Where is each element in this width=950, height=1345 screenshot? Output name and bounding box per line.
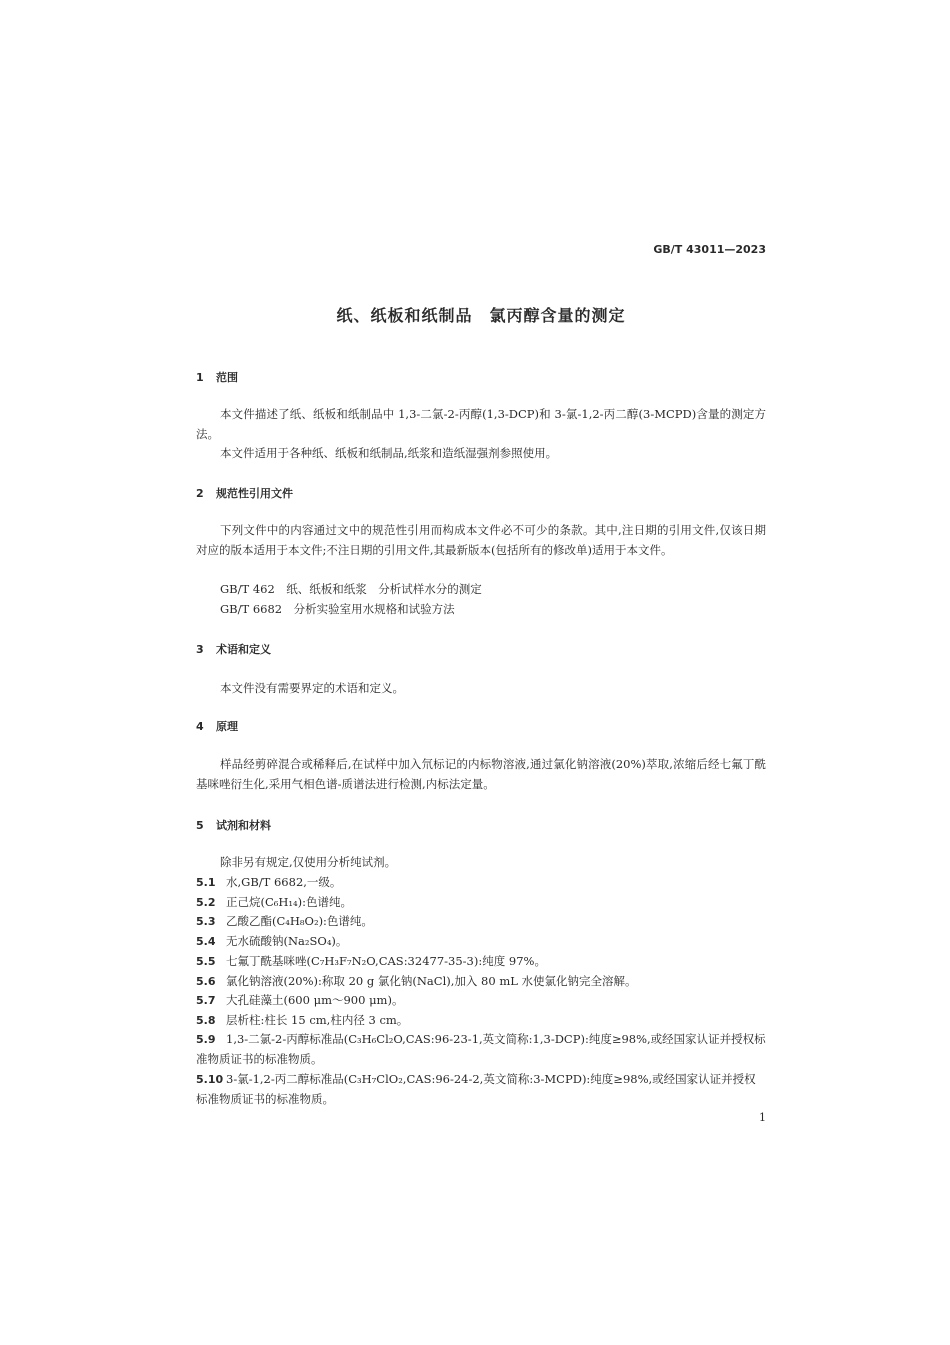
- clause-text: 乙酸乙酯(C₄H₈O₂):色谱纯。: [226, 914, 373, 928]
- clause-5-8: [196, 1011, 766, 1031]
- clause-text: 正己烷(C₆H₁₄):色谱纯。: [226, 895, 353, 909]
- clause-5-10: [196, 1070, 766, 1109]
- clause-5-6: [196, 972, 766, 992]
- section-number: 2: [196, 487, 204, 500]
- clause-5-2: [196, 893, 766, 913]
- clause-text: 七氟丁酰基咪唑(C₇H₃F₇N₂O,CAS:32477-35-3):纯度 97%。: [226, 954, 546, 968]
- section-1-paragraph-2: 本文件适用于各种纸、纸板和纸制品,纸浆和造纸湿强剂参照使用。: [220, 446, 558, 460]
- section-number: 5: [196, 819, 204, 832]
- clause-5-1: [196, 873, 766, 893]
- clause-number: 5.3: [196, 915, 216, 928]
- section-4-heading: [196, 717, 238, 737]
- clause-number: 5.4: [196, 935, 216, 948]
- section-title: 范围: [216, 371, 238, 384]
- clause-number: 5.1: [196, 876, 216, 889]
- section-5-heading: [196, 816, 271, 836]
- clause-number: 5.5: [196, 955, 216, 968]
- section-3-heading: [196, 640, 271, 660]
- clause-number: 5.8: [196, 1014, 216, 1027]
- clause-5-3: [196, 912, 766, 932]
- page-number: 1: [759, 1111, 766, 1124]
- clause-5-5: [196, 952, 766, 972]
- clause-5-4: [196, 932, 766, 952]
- section-number: 4: [196, 720, 204, 733]
- section-title: 试剂和材料: [216, 819, 271, 832]
- section-title: 术语和定义: [216, 643, 271, 656]
- section-1-paragraph-1: 本文件描述了纸、纸板和纸制品中 1,3-二氯-2-丙醇(1,3-DCP)和 3-氯-1,2-丙二醇(3-MCPD)含量的测定方法。: [196, 407, 766, 441]
- normative-reference-1: GB/T 462 纸、纸板和纸浆 分析试样水分的测定: [220, 582, 482, 596]
- clause-text: 水,GB/T 6682,一级。: [226, 875, 342, 889]
- section-5-intro: 除非另有规定,仅使用分析纯试剂。: [220, 855, 397, 869]
- document-title: 纸、纸板和纸制品 氯丙醇含量的测定: [336, 306, 626, 325]
- section-number: 1: [196, 371, 204, 384]
- clause-5-7: [196, 991, 766, 1011]
- clause-text: 大孔硅藻土(600 μm～900 μm)。: [226, 993, 404, 1007]
- section-title: 规范性引用文件: [216, 487, 293, 500]
- clause-number: 5.7: [196, 994, 216, 1007]
- clause-text: 无水硫酸钠(Na₂SO₄)。: [226, 934, 348, 948]
- section-4-paragraph-1: 样品经剪碎混合或稀释后,在试样中加入氘标记的内标物溶液,通过氯化钠溶液(20%)萃取,浓缩后经七氟丁酰基咪唑衍生化,采用气相色谱-质谱法进行检测,内标法定量。: [196, 757, 766, 791]
- clause-text: 1,3-二氯-2-丙醇标准品(C₃H₆Cl₂O,CAS:96-23-1,英文简称:1,3-DCP):纯度≥98%,或经国家认证并授权标准物质证书的标准物质。: [196, 1032, 766, 1066]
- clause-5-9: [196, 1030, 766, 1069]
- section-number: 3: [196, 643, 204, 656]
- clause-number: 5.6: [196, 975, 216, 988]
- standard-number: GB/T 43011—2023: [653, 243, 766, 256]
- normative-reference-2: GB/T 6682 分析实验室用水规格和试验方法: [220, 602, 455, 616]
- section-2-paragraph-1: 下列文件中的内容通过文中的规范性引用而构成本文件必不可少的条款。其中,注日期的引用文件,仅该日期对应的版本适用于本文件;不注日期的引用文件,其最新版本(包括所有的修改单)适用于本文件。: [196, 523, 766, 557]
- clause-number: 5.9: [196, 1033, 216, 1046]
- clause-text: 层析柱:柱长 15 cm,柱内径 3 cm。: [226, 1013, 409, 1027]
- clause-number: 5.2: [196, 896, 216, 909]
- section-1-heading: [196, 368, 238, 388]
- section-title: 原理: [216, 720, 238, 733]
- clause-text: 氯化钠溶液(20%):称取 20 g 氯化钠(NaCl),加入 80 mL 水使氯化钠完全溶解。: [226, 974, 637, 988]
- clause-text: 3-氯-1,2-丙二醇标准品(C₃H₇ClO₂,CAS:96-24-2,英文简称:3-MCPD):纯度≥98%,或经国家认证并授权标准物质证书的标准物质。: [196, 1072, 756, 1106]
- section-2-heading: [196, 484, 293, 504]
- section-3-paragraph-1: 本文件没有需要界定的术语和定义。: [220, 681, 404, 695]
- clause-number: 5.10: [196, 1073, 224, 1086]
